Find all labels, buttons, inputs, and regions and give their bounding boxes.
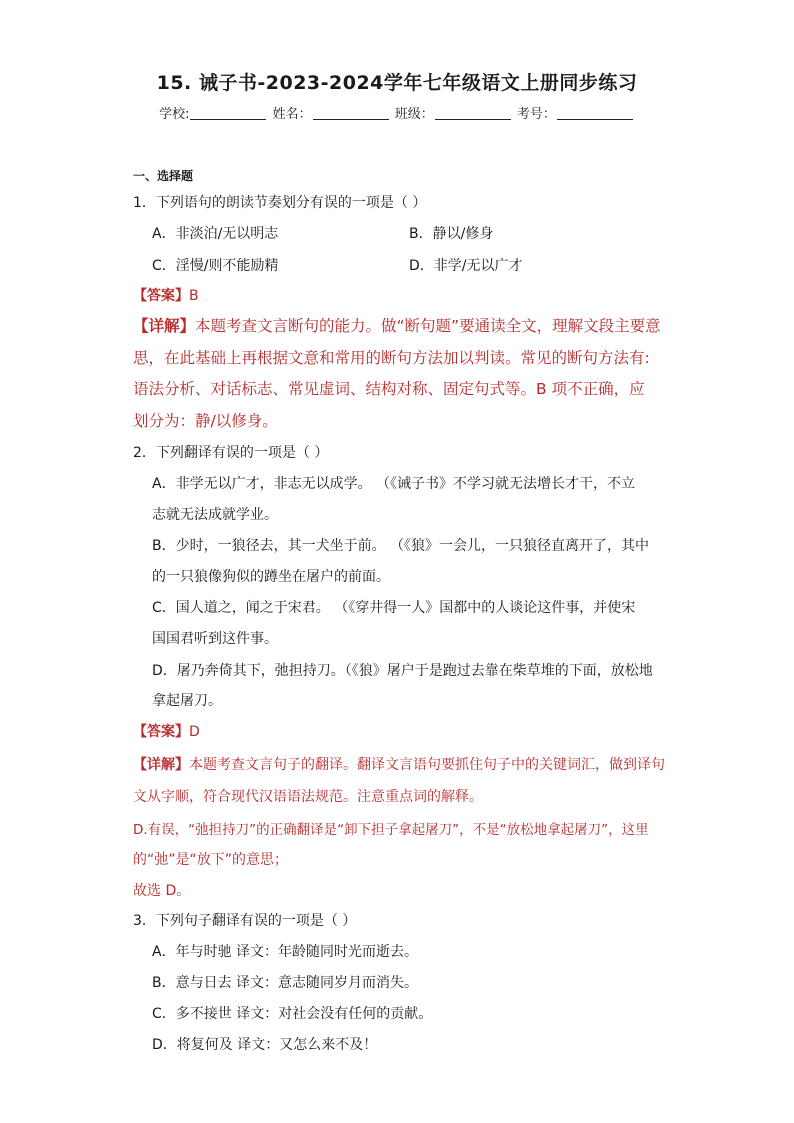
q1-detail-line-4: 划分为：静/以修身。 <box>133 412 278 430</box>
q2-stem: 2．下列翻译有误的一项是（ ） <box>133 445 329 461</box>
q1-option-b: B．静以/修身 <box>409 226 494 242</box>
answer-value: B <box>189 288 199 304</box>
q2-option-d: D．屠乃奔倚其下，弛担持刀。（《狼》屠户于是跑过去靠在柴草堆的下面，放松地 <box>152 663 653 679</box>
q3-option-b: B．意与日去 译文：意志随同岁月而消失。 <box>152 975 419 991</box>
q2-detail-line-1 <box>133 754 665 774</box>
q2-option-c-cont: 国国君听到这件事。 <box>152 631 278 647</box>
q3-option-a: A．年与时驰 译文：年龄随同时光而逝去。 <box>152 944 419 960</box>
q2-option-c: C．国人道之，闻之于宋君。 （《穿井得一人》国都中的人谈论这件事，并使宋 <box>152 600 636 616</box>
q1-detail-line-3: 语法分析、对话标志、常见虚词、结构对称、固定句式等。B 项不正确，应 <box>133 380 645 398</box>
q2-detail-line-2: 文从字顺，符合现代汉语语法规范。注意重点词的解释。 <box>133 789 483 805</box>
detail-text: 本题考查文言句子的翻译。翻译文言语句要抓住句子中的关键词汇，做到译句 <box>189 757 665 773</box>
student-info-row <box>0 103 794 122</box>
exam-number-blank[interactable] <box>557 107 633 120</box>
q2-option-d-cont: 拿起屠刀。 <box>152 693 222 709</box>
school-blank[interactable] <box>190 107 266 120</box>
q2-option-b-cont: 的一只狼像狗似的蹲坐在屠户的前面。 <box>152 569 390 585</box>
q1-detail-line-1 <box>133 314 661 336</box>
answer-value: D <box>189 724 200 740</box>
name-label: 姓名： <box>272 107 312 122</box>
q2-detail-line-3: D.有误，“弛担持刀”的正确翻译是“卸下担子拿起屠刀”，不是“放松地拿起屠刀”，这里 <box>133 822 649 838</box>
detail-tag: 【详解】 <box>133 317 196 335</box>
q1-option-c: C．淫慢/则不能励精 <box>152 258 279 274</box>
q2-answer <box>133 721 200 741</box>
exam-number-label: 考号： <box>516 107 556 122</box>
q1-detail-line-2: 思，在此基础上再根据文意和常用的断句方法加以判读。常见的断句方法有: <box>133 349 650 367</box>
q2-detail-line-5: 故选 D。 <box>133 883 191 899</box>
q2-option-a: A．非学无以广才，非志无以成学。 （《诫子书》不学习就无法增长才干，不立 <box>152 476 636 492</box>
class-blank[interactable] <box>435 107 511 120</box>
school-label: 学校: <box>159 107 190 122</box>
q3-option-d: D．将复何及 译文：又怎么来不及！ <box>152 1037 378 1053</box>
answer-tag: 【答案】 <box>133 724 189 740</box>
detail-text: 本题考查文言断句的能力。做“断句题”要通读全文，理解文段主要意 <box>195 317 661 335</box>
q2-option-b: B．少时，一狼径去，其一犬坐于前。 （《狼》一会儿，一只狼径直离开了，其中 <box>152 538 650 554</box>
q1-stem: 1．下列语句的朗读节奏划分有误的一项是（ ） <box>133 195 427 211</box>
q1-option-a: A．非淡泊/无以明志 <box>152 226 279 242</box>
q2-detail-line-4: 的“弛”是“放下”的意思； <box>133 852 289 868</box>
document-title: 15. 诫子书-2023-2024学年七年级语文上册同步练习 <box>156 72 638 94</box>
q3-option-c: C．多不接世 译文：对社会没有任何的贡献。 <box>152 1006 433 1022</box>
detail-tag: 【详解】 <box>133 757 189 773</box>
name-blank[interactable] <box>313 107 389 120</box>
q3-stem: 3．下列句子翻译有误的一项是（ ） <box>133 913 357 929</box>
q2-option-a-cont: 志就无法成就学业。 <box>152 507 278 523</box>
class-label: 班级： <box>394 107 434 122</box>
q1-option-d: D．非学/无以广才 <box>409 258 523 274</box>
section-heading: 一、选择题 <box>133 169 194 183</box>
answer-tag: 【答案】 <box>133 288 189 304</box>
q1-answer <box>133 285 199 305</box>
